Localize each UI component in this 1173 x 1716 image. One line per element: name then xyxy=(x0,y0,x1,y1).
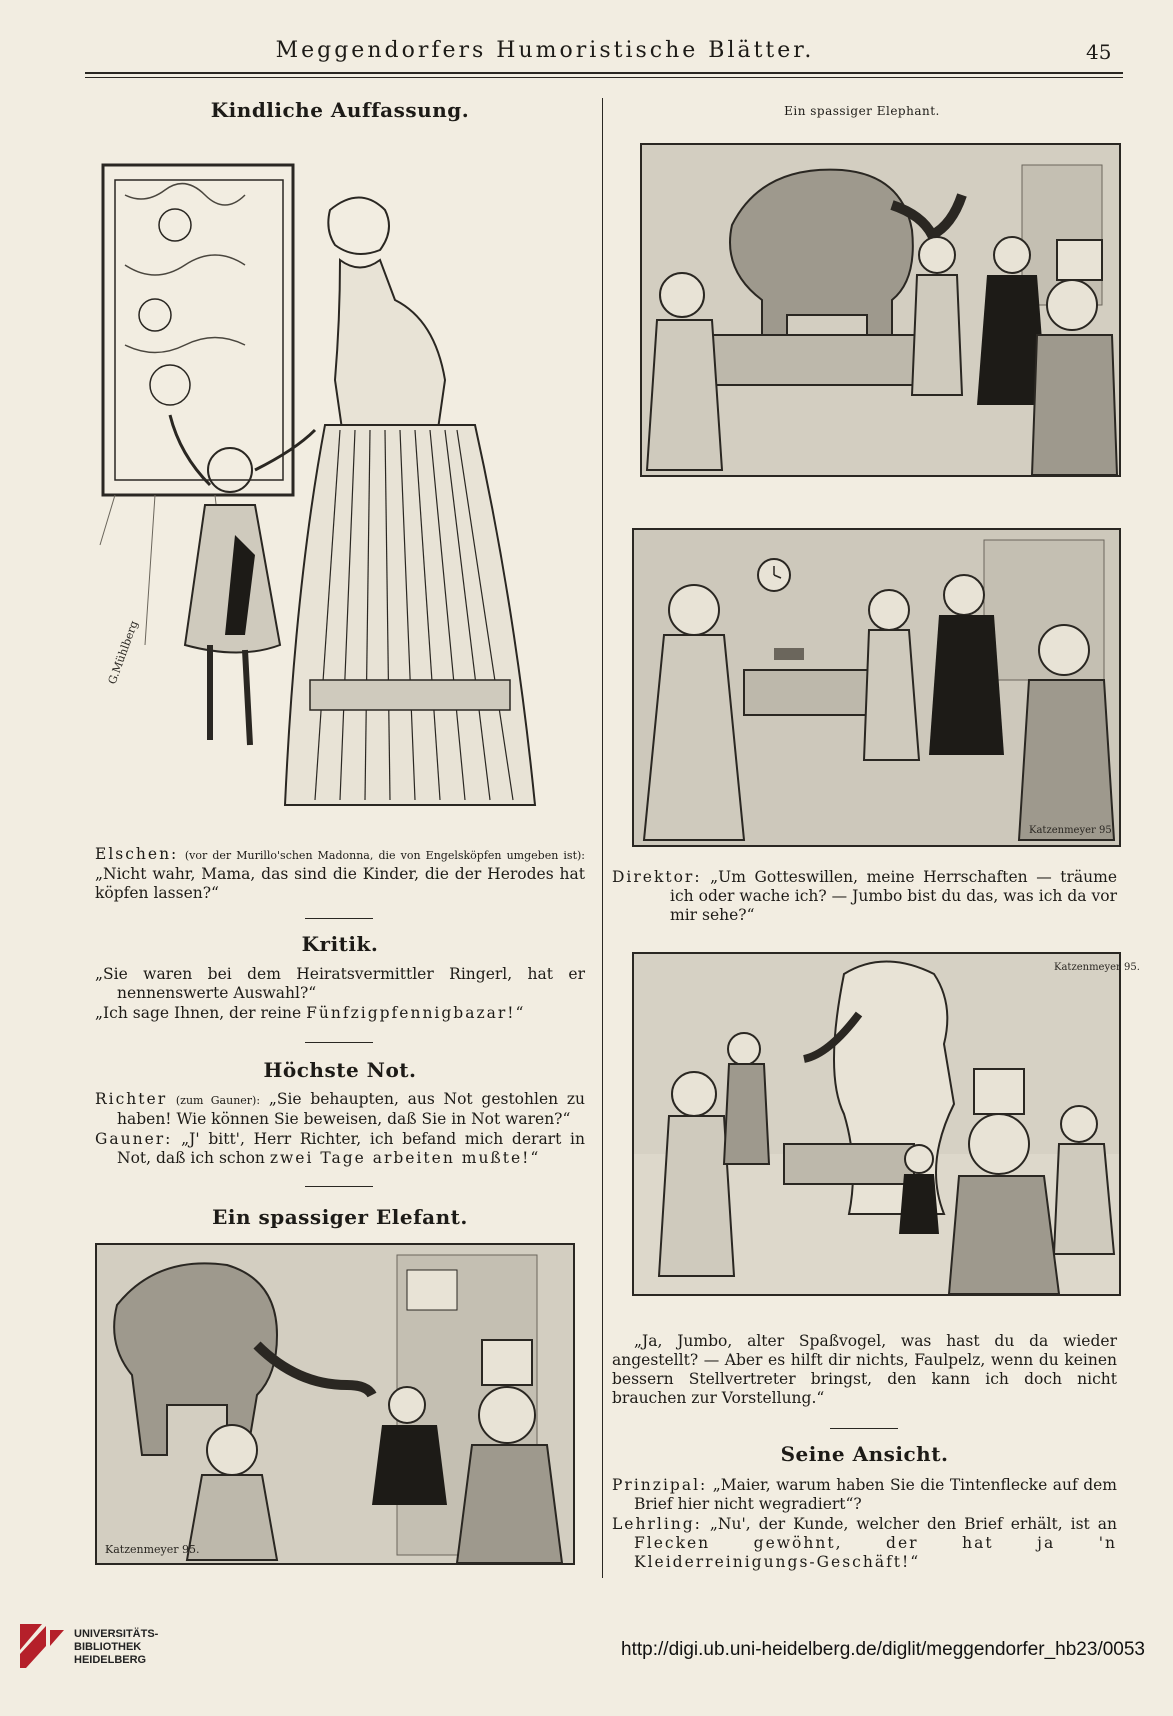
caption-quote: „Nicht wahr, Mama, das sind die Kinder, die der Herodes hat köpfen lassen?“ xyxy=(95,865,585,902)
illustration-panel-1 xyxy=(640,143,1121,477)
speaker-richter-note: (zum Gauner): xyxy=(175,1094,261,1107)
separator xyxy=(305,1042,373,1043)
speaker-direktor: Direktor: xyxy=(612,868,702,886)
richter-text: „Sie behaupten, aus Not gestohlen zu haben! Wie können Sie beweisen, daß Sie in Not waren?“ xyxy=(117,1090,585,1128)
separator xyxy=(305,918,373,919)
speaker-richter: Richter xyxy=(95,1090,168,1108)
kritik-line-1: „Sie waren bei dem Heiratsvermittler Ringerl, hat er nennenswerte Auswahl?“ xyxy=(95,965,585,1002)
caption-kindliche xyxy=(95,845,585,904)
speaker-prinzipal: Prinzipal: xyxy=(612,1476,708,1494)
library-line-1: UNIVERSITÄTS- xyxy=(74,1628,159,1640)
header-rule-thin xyxy=(85,77,1123,78)
article-title-elefant: Ein spassiger Elefant. xyxy=(212,1205,468,1229)
header-rule xyxy=(85,72,1123,74)
speaker-gauner: Gauner: xyxy=(95,1130,173,1148)
speaker-elschen: Elschen: xyxy=(95,845,179,863)
lehrling-text: „Nu', der Kunde, welcher den Brief erhält, ist an xyxy=(709,1515,1117,1533)
separator xyxy=(305,1186,373,1187)
kritik-line-2-spaced: Fünfzigpfennigbazar!“ xyxy=(306,1004,526,1022)
series-caption: Ein spassiger Elephant. xyxy=(784,104,940,118)
text-hoechste-not xyxy=(95,1090,585,1169)
text-kritik xyxy=(95,965,585,1024)
gauner-text: „J' bitt', Herr Richter, ich befand mich derart in Not, daß ich schon xyxy=(117,1130,585,1167)
article-title-hoechste-not: Höchste Not. xyxy=(263,1058,417,1082)
illustration-panel-2 xyxy=(632,528,1121,847)
library-name xyxy=(74,1628,158,1667)
illustration-mother-child xyxy=(95,125,585,830)
article-title-seine-ansicht: Seine Ansicht. xyxy=(780,1442,949,1466)
page-number: 45 xyxy=(1086,40,1112,64)
lehrling-text-spaced: Flecken gewöhnt, der hat ja 'n Kleiderreinigungs-Geschäft!“ xyxy=(634,1534,1117,1571)
library-line-3: HEIDELBERG xyxy=(74,1654,147,1666)
illustration-panel-3 xyxy=(632,952,1140,1296)
panel-signature: Katzenmeyer 95. xyxy=(1054,962,1140,973)
article-title-kindliche: Kindliche Auffassung. xyxy=(210,98,470,122)
library-line-2: BIBLIOTHEK xyxy=(74,1641,142,1653)
library-logo-icon xyxy=(16,1620,68,1672)
kritik-line-2: „Ich sage Ihnen, der reine xyxy=(95,1004,307,1022)
column-divider xyxy=(602,98,603,1578)
source-url[interactable]: http://digi.ub.uni-heidelberg.de/diglit/meggendorfer_hb23/0053 xyxy=(621,1639,1145,1660)
illustration-elefant-left xyxy=(95,1243,575,1565)
prinzipal-text: „Maier, warum haben Sie die Tintenflecke auf dem Brief hier nicht wegradiert“? xyxy=(634,1476,1117,1513)
caption-direktor xyxy=(612,868,1117,926)
panel-signature: Katzenmeyer 95. xyxy=(1029,825,1115,836)
caption-jumbo: „Ja, Jumbo, alter Spaßvogel, was hast du da wieder angestellt? — Aber es hilft dir nichts, Faulpelz, wenn du keinen bessern Stellvertreter bringst, den kann ich doch nicht brauchen zur Vorstellung.“ xyxy=(612,1332,1117,1407)
gauner-text-spaced: zwei Tage arbeiten mußte!“ xyxy=(269,1149,541,1167)
text-seine-ansicht xyxy=(612,1476,1117,1573)
artist-signature: G.Mühlberg xyxy=(105,618,141,687)
direktor-text: „Um Gotteswillen, meine Herrschaften — träume ich oder wache ich? — Jumbo bist du das, was ich da vor mir sehe?“ xyxy=(670,868,1117,924)
panel-signature: Katzenmeyer 95. xyxy=(105,1543,200,1556)
article-title-kritik: Kritik. xyxy=(301,932,379,956)
separator xyxy=(830,1428,898,1429)
caption-note: (vor der Murillo'schen Madonna, die von Engelsköpfen umgeben ist): xyxy=(184,849,585,862)
speaker-lehrling: Lehrling: xyxy=(612,1515,702,1533)
running-title: Meggendorfers Humoristische Blätter. xyxy=(275,38,815,63)
